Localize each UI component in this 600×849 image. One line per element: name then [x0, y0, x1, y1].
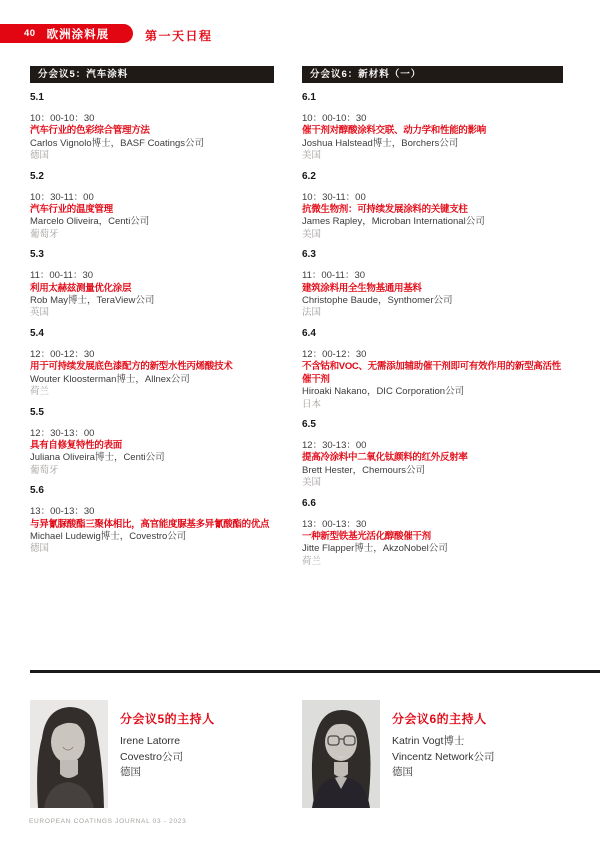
session-time: 12：30-13：00: [302, 439, 367, 451]
session-time: 13：00-13：30: [30, 506, 95, 518]
page-number: 40: [24, 28, 36, 39]
session-time: 11：00-11：30: [302, 270, 366, 282]
session-country: 葡萄牙: [30, 228, 59, 240]
session-speaker: Carlos Vignolo博士，BASF Coatings公司: [30, 137, 205, 149]
session-speaker: Hiroaki Nakano，DIC Corporation公司: [302, 386, 465, 398]
session-speaker: Jitte Flapper博士，AkzoNobel公司: [302, 543, 448, 555]
session-speaker: Juliana Oliveira博士，Centi公司: [30, 452, 165, 464]
session-title: 具有自修复特性的表面: [30, 439, 123, 451]
session-country: 法国: [302, 307, 322, 319]
session-speaker: Marcelo Oliveira，Centi公司: [30, 216, 150, 228]
section-divider-rule: [30, 670, 600, 673]
session-title: 抗微生物剂：可持续发展涂料的关键支柱: [302, 204, 468, 216]
session-country: 荷兰: [302, 555, 322, 567]
chair5-country: 德国: [120, 766, 141, 778]
chair5-name: Irene Latorre: [120, 735, 181, 747]
session-number: 6.3: [302, 249, 316, 261]
session-time: 12：00-12：30: [30, 348, 95, 360]
session-item: [30, 328, 274, 399]
session-title: 汽车行业的色彩综合管理方法: [30, 125, 150, 137]
session-time: 12：00-12：30: [302, 348, 367, 360]
day-title: 第一天日程: [145, 29, 213, 43]
session-title: 与异氰脲酸酯三聚体相比，高官能度脲基多异氰酸酯的优点: [30, 518, 270, 530]
chair-portrait-photo-irene: [30, 700, 108, 808]
session-number: 5.4: [30, 327, 44, 339]
chair6-name: Katrin Vogt博士: [392, 735, 465, 747]
chair6-text: [392, 710, 562, 781]
session-title: 一种新型铁基光活化醇酸催干剂: [302, 530, 431, 542]
session5-header-bar: 分会议5：汽车涂料: [30, 66, 274, 83]
session-column-6: [302, 66, 563, 576]
session-number: 6.2: [302, 170, 316, 182]
session-number: 6.4: [302, 327, 316, 339]
session-speaker: Rob May博士，TeraView公司: [30, 295, 155, 307]
session-country: 德国: [30, 150, 50, 162]
chair6-heading: 分会议6的主持人: [392, 712, 487, 726]
session5-list: [30, 92, 274, 556]
brand-label: 欧洲涂料展: [46, 28, 110, 41]
session6-list: [302, 92, 563, 568]
chair6-company: Vincentz Network公司: [392, 750, 495, 763]
session-column-5: [30, 66, 274, 564]
session-title: 不含钴和VOC、无需添加辅助催干剂即可有效作用的新型高活性催干剂: [302, 361, 561, 385]
session-number: 5.3: [30, 249, 44, 261]
session-number: 6.1: [302, 92, 316, 103]
session-speaker: Michael Ludewig博士，Covestro公司: [30, 530, 187, 542]
journal-footer: EUROPEAN COATINGS JOURNAL 03 - 2023: [29, 818, 187, 825]
session-item: [30, 249, 274, 320]
session-item: [302, 498, 563, 569]
session-time: 10：30-11：00: [30, 191, 94, 203]
chair5-text: [120, 710, 290, 781]
session-item: [302, 249, 563, 320]
session-time: 12：30-13：00: [30, 427, 95, 439]
session-number: 6.5: [302, 418, 316, 430]
session-country: 英国: [30, 307, 50, 319]
session-country: 德国: [30, 543, 50, 555]
session-speaker: Christophe Baude，Synthomer公司: [302, 295, 453, 307]
session-title: 汽车行业的温度管理: [30, 204, 113, 216]
session-number: 5.6: [30, 485, 44, 497]
session-number: 5.5: [30, 406, 44, 418]
session-number: 6.6: [302, 497, 316, 509]
chair-portrait-photo-katrin: [302, 700, 380, 808]
session-item: [30, 171, 274, 242]
brand-band: [0, 24, 133, 43]
session-speaker: Brett Hester，Chemours公司: [302, 464, 426, 476]
session-item: [302, 92, 563, 163]
session-number: 5.2: [30, 170, 44, 182]
session-time: 11：00-11：30: [30, 270, 94, 282]
session-title: 催干剂对醇酸涂料交联、动力学和性能的影响: [302, 125, 487, 137]
session-country: 葡萄牙: [30, 464, 59, 476]
session-item: [302, 171, 563, 242]
session-item: [302, 328, 563, 411]
session-title: 提高冷涂料中二氧化钛颜料的红外反射率: [302, 452, 468, 464]
session-title: 建筑涂料用全生物基通用基料: [302, 282, 422, 294]
session-time: 10：30-11：00: [302, 191, 366, 203]
session-country: 荷兰: [30, 386, 50, 398]
session-speaker: James Rapley，Microban International公司: [302, 216, 485, 228]
session-title: 用于可持续发展底色漆配方的新型水性丙烯酸技术: [30, 361, 233, 373]
session-time: 10：00-10：30: [30, 113, 95, 124]
session-country: 美国: [302, 228, 322, 240]
chair5-heading: 分会议5的主持人: [120, 712, 215, 726]
session-title: 利用太赫兹测量优化涂层: [30, 282, 132, 294]
session-item: [30, 407, 274, 478]
session-time: 13：00-13：30: [302, 518, 367, 530]
session-speaker: Wouter Kloosterman博士，Allnex公司: [30, 373, 190, 385]
session-country: 日本: [302, 398, 322, 410]
session-country: 美国: [302, 150, 322, 162]
session-item: [302, 419, 563, 490]
session-time: 10：00-10：30: [302, 113, 367, 124]
session6-header-bar: 分会议6：新材料（一）: [302, 66, 563, 83]
chair6-country: 德国: [392, 766, 413, 778]
session-number: 5.1: [30, 92, 44, 103]
session-country: 美国: [302, 477, 322, 489]
chair5-company: Covestro公司: [120, 750, 184, 763]
session-item: [30, 485, 274, 556]
session-item: [30, 92, 274, 163]
session-speaker: Joshua Halstead博士，Borchers公司: [302, 137, 459, 149]
